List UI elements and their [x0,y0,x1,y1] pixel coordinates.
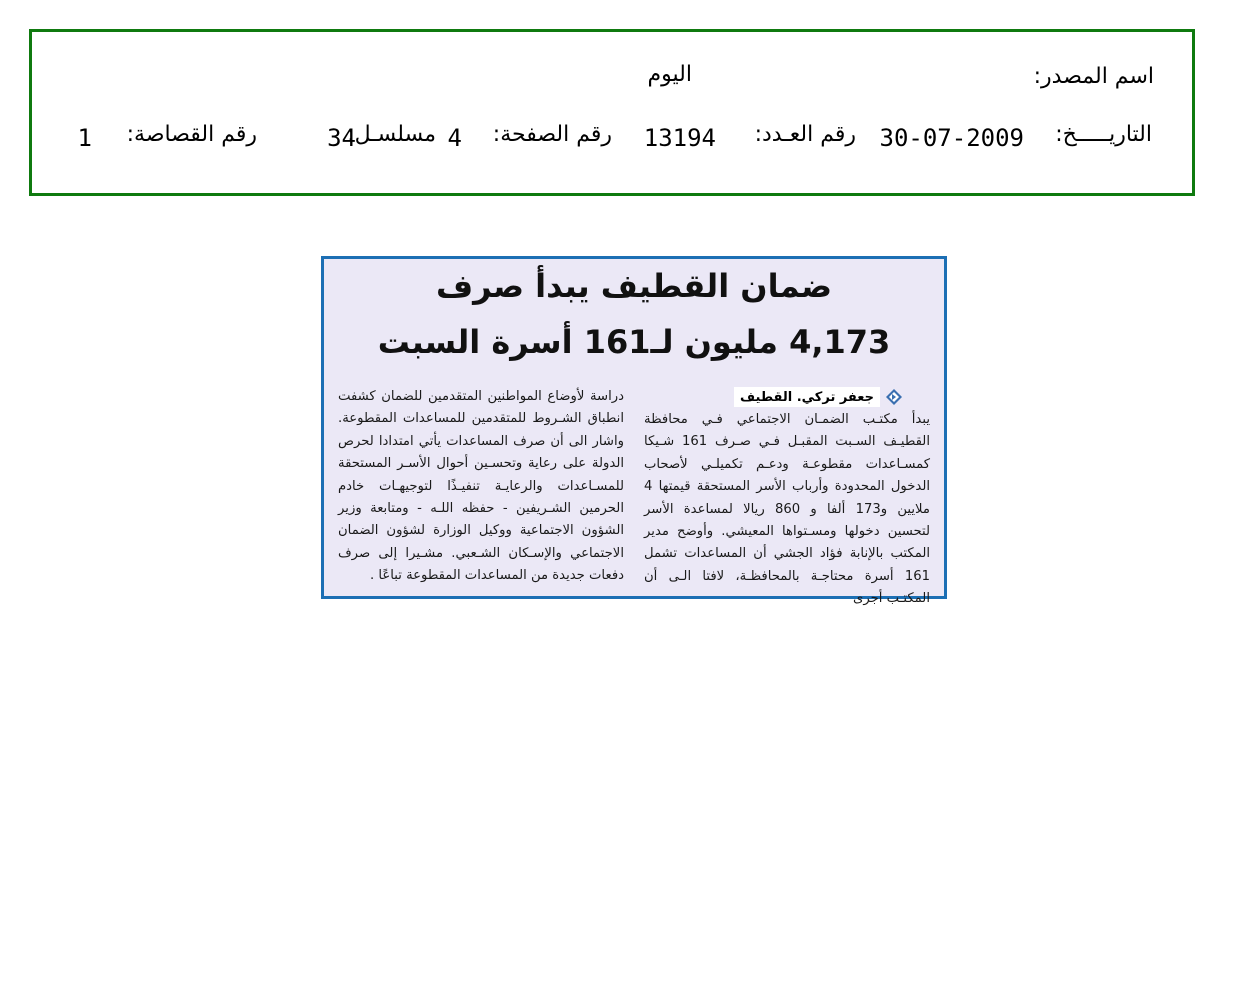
issue-label: رقم العـدد: [754,122,856,147]
diamond-arrow-icon [886,389,902,405]
article-column-left [338,386,624,588]
serial-label: مسلسـل: [347,122,436,147]
news-clipping [321,256,947,607]
byline-text: جعفر تركي. القطيف [740,389,874,405]
article-column-right [644,409,930,611]
headline-line-1: ضمان القطيف يبدأ صرف [435,267,832,305]
issue-value: 13194 [643,124,716,152]
clip-value: 1 [77,124,92,152]
source-value: اليوم [647,62,692,87]
headline-line-2: 4,173 مليون لـ161 أسرة السبت [377,323,891,361]
page-value: 4 [447,124,462,152]
date-value: 30-07-2009 [879,124,1024,152]
article-paragraph: دراسة لأوضاع المواطنين المتقدمين للضمان كشفت انطباق الشـروط للمتقدمين للمساعدات المقطوعة. واشار الى أن صرف المساعدات يأتي امتدادا لحرص الدولة على رعاية وتحسـين أحوال الأسـر المستحقة للمسـاعدات والرعايـة تنفيـذًا لتوجيهـات خادم الحرمين الشـريفين - حفظه اللـه - ومتابعة وزير الشؤون الاجتماعية ووكيل الوزارة لشؤون الضمان الاجتماعي والإسـكان الشـعبي. مشـيرا إلى صرف دفعات جديدة من المساعدات المقطوعة تباعًا . [338,389,624,584]
page-label: رقم الصفحة: [492,122,612,147]
date-label: التاريـــــخ: [1055,122,1152,147]
byline [734,387,880,407]
serial-value: 34 [327,124,356,152]
clip-label: رقم القصاصة: [126,122,257,147]
source-label: اسم المصدر: [1033,64,1154,89]
clipping-metadata-box [29,29,1195,196]
article-paragraph: يبدأ مكتـب الضمـان الاجتماعي فـي محافظة القطيـف السـبت المقبـل فـي صـرف 161 شـيكا كمسـاعدات مقطوعـة ودعـم تكميلـي لأصحاب الدخول المحدودة وأرباب الأسر المستحقة قيمتها 4 ملايين و173 ألفا و 860 ريالا لمساعدة الأسر لتحسين دخولها ومسـتواها المعيشي. وأوضح مدير المكتب بالإنابة فؤاد الجشي أن المساعدات تشمل 161 أسرة محتاجـة بالمحافظـة، لافتا الـى أن المكتـب أجرى [644,412,930,607]
